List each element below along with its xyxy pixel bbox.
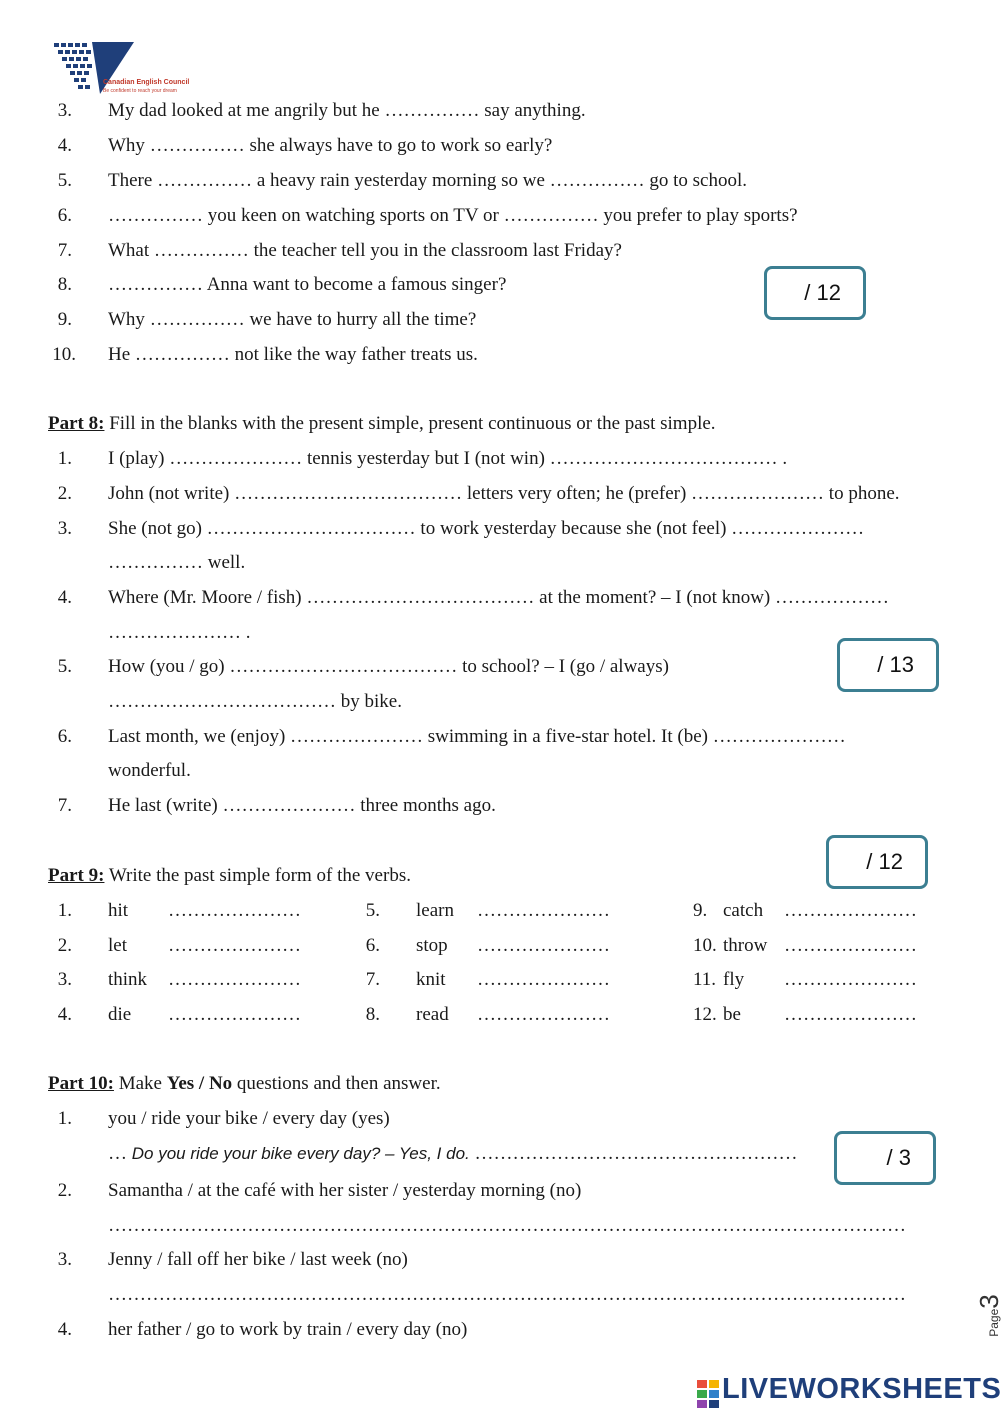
answer-line[interactable]: ……………………………………………………………………………………………………………… [108, 1284, 906, 1305]
yes-no-emphasis: Yes / No [166, 1073, 233, 1094]
answer-blank[interactable]: …………… [108, 274, 203, 295]
answer-blank[interactable]: ………………… [784, 969, 917, 990]
answer-blank[interactable]: ………………… [784, 1004, 917, 1025]
answer-blank[interactable]: ………………… [168, 1004, 301, 1025]
score-text: / 3 [886, 1145, 911, 1170]
part10-heading: Part 10: Make Yes / No questions and then answer. [48, 1073, 441, 1094]
answer-blank[interactable]: …………… [149, 135, 245, 156]
example-answer-line: … Do you ride your bike every day? – Yes, I do. …………………………………………… [108, 1143, 798, 1164]
part7-score-box [764, 266, 866, 320]
answer-blank[interactable]: …………… [108, 205, 203, 226]
part9-heading [48, 865, 411, 887]
part9-score-box [826, 835, 928, 889]
answer-blank[interactable]: ………………… [477, 935, 610, 956]
answer-blank[interactable]: ………………… [477, 969, 610, 990]
answer-blank[interactable]: …………… [157, 170, 253, 191]
page-number: Page3 [973, 1294, 1004, 1337]
answer-blank[interactable]: ………………… [784, 935, 917, 956]
answer-blank[interactable]: ………………… [168, 935, 301, 956]
score-text: / 12 [866, 849, 903, 874]
part8-score-box [837, 638, 939, 692]
score-text: / 13 [877, 652, 914, 677]
answer-blank[interactable]: …………… [384, 100, 480, 121]
part8-instruction: Fill in the blanks with the present simple, present continuous or the past simple. [104, 413, 716, 434]
brand-text: LIVEWORKSHEETS [722, 1373, 1002, 1405]
answer-blank[interactable]: ………………… [784, 900, 917, 921]
part8-heading [48, 413, 716, 435]
answer-blank[interactable]: ………………… [168, 900, 301, 921]
answer-blank[interactable]: ………………… [477, 1004, 610, 1025]
part9-instruction: Write the past simple form of the verbs. [104, 865, 411, 886]
answer-blank[interactable]: ………………… [477, 900, 610, 921]
logo-title: Canadian English Council [103, 79, 190, 86]
score-text: / 12 [804, 280, 841, 305]
answer-blank[interactable]: …………… [153, 240, 249, 261]
answer-blank[interactable]: ………………… [168, 969, 301, 990]
answer-blank[interactable]: …………… [149, 309, 245, 330]
answer-line[interactable]: ……………………………………………………………………………………………………………… [108, 1215, 906, 1236]
liveworksheets-icon [697, 1378, 721, 1410]
answer-blank[interactable]: …………… [134, 344, 230, 365]
part9-label: Part 9: [48, 865, 105, 886]
logo-tagline: Be confident to reach your dream [103, 88, 177, 94]
example-answer: Do you ride your bike every day? – Yes, I do. [131, 1144, 470, 1163]
part8-label: Part 8: [48, 413, 105, 434]
part10-label: Part 10: [48, 1073, 114, 1094]
part10-score-box [834, 1131, 936, 1185]
